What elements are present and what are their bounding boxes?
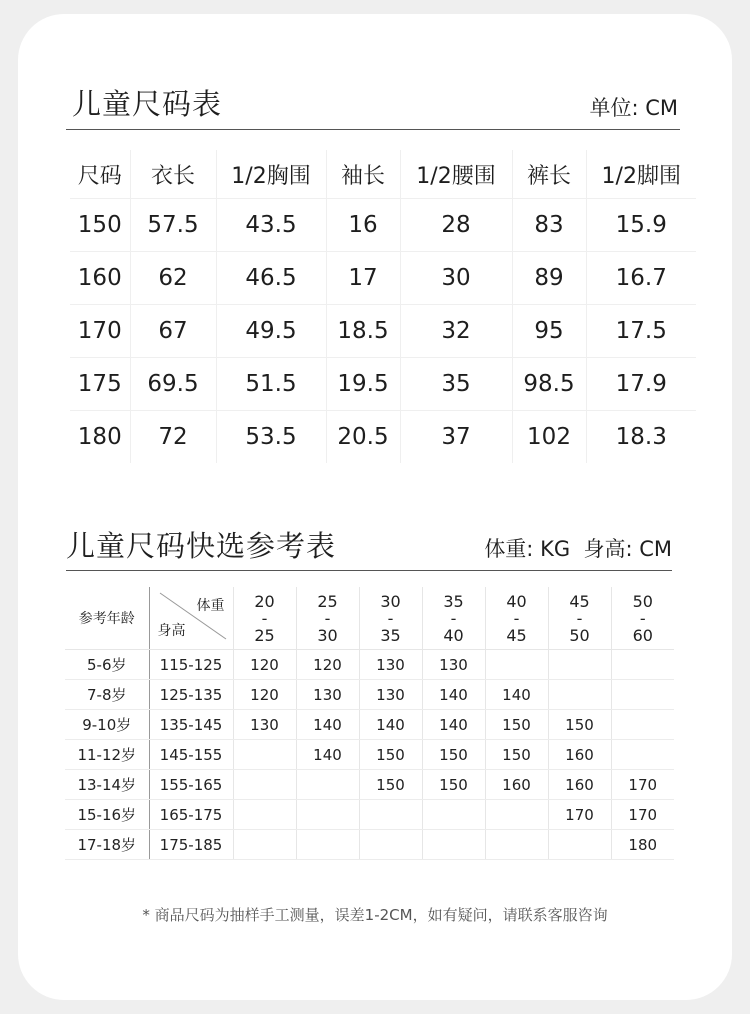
size-table-cell: 175 xyxy=(70,358,130,411)
recommended-size-cell xyxy=(422,800,485,830)
size-table-row xyxy=(70,199,696,252)
recommended-size-cell: 150 xyxy=(548,710,611,740)
recommended-size-cell: 140 xyxy=(296,740,359,770)
recommended-size-cell: 170 xyxy=(611,770,674,800)
size-table-cell: 150 xyxy=(70,199,130,252)
size-table-row xyxy=(70,358,696,411)
size-table-cell: 37 xyxy=(400,411,512,464)
size-table-row xyxy=(70,305,696,358)
recommended-size-cell: 150 xyxy=(422,770,485,800)
size-table-cell: 17.5 xyxy=(586,305,696,358)
size-table-cell: 32 xyxy=(400,305,512,358)
weight-range-header: 30 - 35 xyxy=(359,587,422,650)
measurement-note: * 商品尺码为抽样手工测量，误差1-2CM，如有疑问，请联系客服咨询 xyxy=(142,906,608,924)
height-cell: 175-185 xyxy=(149,830,233,860)
size-table-cell: 72 xyxy=(130,411,216,464)
recommended-size-cell xyxy=(422,830,485,860)
size-table-cell: 160 xyxy=(70,252,130,305)
height-cell: 115-125 xyxy=(149,650,233,680)
size-table-cell: 20.5 xyxy=(326,411,400,464)
age-cell: 7-8岁 xyxy=(65,680,149,710)
quick-select-table xyxy=(65,587,674,860)
title-divider xyxy=(66,129,680,130)
height-cell: 145-155 xyxy=(149,740,233,770)
recommended-size-cell xyxy=(548,830,611,860)
size-table-cell: 18.5 xyxy=(326,305,400,358)
recommended-size-cell: 140 xyxy=(422,680,485,710)
size-table-cell: 102 xyxy=(512,411,586,464)
recommended-size-cell xyxy=(485,800,548,830)
height-cell: 135-145 xyxy=(149,710,233,740)
recommended-size-cell xyxy=(548,650,611,680)
recommended-size-cell: 130 xyxy=(296,680,359,710)
size-table-cell: 53.5 xyxy=(216,411,326,464)
size-table-cell: 28 xyxy=(400,199,512,252)
size-table-cell: 16 xyxy=(326,199,400,252)
size-table-cell: 19.5 xyxy=(326,358,400,411)
recommended-size-cell xyxy=(233,770,296,800)
size-table-cell: 180 xyxy=(70,411,130,464)
size-table-cell: 67 xyxy=(130,305,216,358)
column-header: 1/2脚围 xyxy=(586,150,696,199)
size-table-cell: 95 xyxy=(512,305,586,358)
quick-select-row xyxy=(65,740,674,770)
size-table-cell: 170 xyxy=(70,305,130,358)
size-table-cell: 98.5 xyxy=(512,358,586,411)
weight-range-header: 40 - 45 xyxy=(485,587,548,650)
quick-select-header-row xyxy=(65,587,674,650)
quick-select-row xyxy=(65,650,674,680)
recommended-size-cell: 170 xyxy=(611,800,674,830)
recommended-size-cell xyxy=(611,740,674,770)
size-chart-title: 儿童尺码表 xyxy=(72,87,223,121)
recommended-size-cell xyxy=(359,830,422,860)
recommended-size-cell xyxy=(296,830,359,860)
quick-select-row xyxy=(65,680,674,710)
size-table-cell: 17 xyxy=(326,252,400,305)
size-table-cell: 30 xyxy=(400,252,512,305)
size-table-cell: 43.5 xyxy=(216,199,326,252)
size-table-cell: 18.3 xyxy=(615,424,667,450)
recommended-size-cell: 140 xyxy=(422,710,485,740)
size-table-cell: 69.5 xyxy=(130,358,216,411)
recommended-size-cell xyxy=(233,830,296,860)
size-table-cell: 49.5 xyxy=(216,305,326,358)
recommended-size-cell xyxy=(233,800,296,830)
recommended-size-cell: 160 xyxy=(548,770,611,800)
size-table-cell: 35 xyxy=(400,358,512,411)
recommended-size-cell: 120 xyxy=(233,680,296,710)
recommended-size-cell xyxy=(233,740,296,770)
recommended-size-cell: 170 xyxy=(548,800,611,830)
recommended-size-cell xyxy=(611,710,674,740)
quick-select-row xyxy=(65,710,674,740)
size-table-row xyxy=(70,411,696,464)
size-table-cell: 51.5 xyxy=(216,358,326,411)
weight-range-header: 35 - 40 xyxy=(422,587,485,650)
weight-height-header xyxy=(149,587,233,650)
column-header: 袖长 xyxy=(326,150,400,199)
age-cell: 13-14岁 xyxy=(65,770,149,800)
recommended-size-cell: 130 xyxy=(359,680,422,710)
weight-range-header: 20 - 25 xyxy=(233,587,296,650)
size-table-cell: 83 xyxy=(512,199,586,252)
size-table-cell: 17.9 xyxy=(586,358,696,411)
recommended-size-cell: 150 xyxy=(422,740,485,770)
size-table-cell: 16.7 xyxy=(586,252,696,305)
size-table-cell: 89 xyxy=(512,252,586,305)
height-cell: 125-135 xyxy=(149,680,233,710)
size-table xyxy=(70,150,696,463)
recommended-size-cell: 130 xyxy=(233,710,296,740)
quick-select-row xyxy=(65,830,674,860)
column-header: 尺码 xyxy=(70,150,130,199)
age-cell: 5-6岁 xyxy=(65,650,149,680)
size-table-cell: 57.5 xyxy=(130,199,216,252)
column-header: 衣长 xyxy=(130,150,216,199)
column-header: 1/2腰围 xyxy=(400,150,512,199)
size-table-cell: 15.9 xyxy=(586,199,696,252)
size-table-cell: 62 xyxy=(130,252,216,305)
recommended-size-cell xyxy=(359,800,422,830)
quick-select-unit: 体重: KG 身高: CM xyxy=(484,537,672,561)
recommended-size-cell: 140 xyxy=(296,710,359,740)
column-header: 裤长 xyxy=(512,150,586,199)
recommended-size-cell: 120 xyxy=(296,650,359,680)
recommended-size-cell: 180 xyxy=(611,830,674,860)
age-cell: 11-12岁 xyxy=(65,740,149,770)
size-table-header-row xyxy=(70,150,696,199)
title-divider xyxy=(66,570,672,571)
age-cell: 15-16岁 xyxy=(65,800,149,830)
recommended-size-cell: 130 xyxy=(422,650,485,680)
age-cell: 9-10岁 xyxy=(65,710,149,740)
recommended-size-cell: 140 xyxy=(485,680,548,710)
recommended-size-cell xyxy=(296,800,359,830)
size-table-cell: 46.5 xyxy=(216,252,326,305)
age-header: 参考年龄 xyxy=(65,587,149,650)
recommended-size-cell xyxy=(611,680,674,710)
recommended-size-cell: 150 xyxy=(359,740,422,770)
quick-select-row xyxy=(65,800,674,830)
recommended-size-cell: 120 xyxy=(233,650,296,680)
recommended-size-cell: 130 xyxy=(359,650,422,680)
recommended-size-cell: 140 xyxy=(359,710,422,740)
weight-range-header: 45 - 50 xyxy=(548,587,611,650)
quick-select-title: 儿童尺码快选参考表 xyxy=(66,529,337,563)
recommended-size-cell xyxy=(296,770,359,800)
recommended-size-cell xyxy=(485,650,548,680)
height-label: 身高 xyxy=(157,623,186,639)
weight-range-header: 50 - 60 xyxy=(611,587,674,650)
column-header: 1/2胸围 xyxy=(216,150,326,199)
recommended-size-cell xyxy=(611,650,674,680)
height-cell: 165-175 xyxy=(149,800,233,830)
height-cell: 155-165 xyxy=(149,770,233,800)
quick-select-row xyxy=(65,770,674,800)
recommended-size-cell xyxy=(548,680,611,710)
recommended-size-cell: 160 xyxy=(548,740,611,770)
recommended-size-cell xyxy=(485,830,548,860)
recommended-size-cell: 150 xyxy=(359,770,422,800)
recommended-size-cell: 150 xyxy=(485,710,548,740)
weight-range-header: 25 - 30 xyxy=(296,587,359,650)
size-chart-unit: 单位: CM xyxy=(589,96,678,120)
age-cell: 17-18岁 xyxy=(65,830,149,860)
size-table-row xyxy=(70,252,696,305)
recommended-size-cell: 160 xyxy=(485,770,548,800)
weight-label: 体重 xyxy=(196,598,225,614)
recommended-size-cell: 150 xyxy=(485,740,548,770)
